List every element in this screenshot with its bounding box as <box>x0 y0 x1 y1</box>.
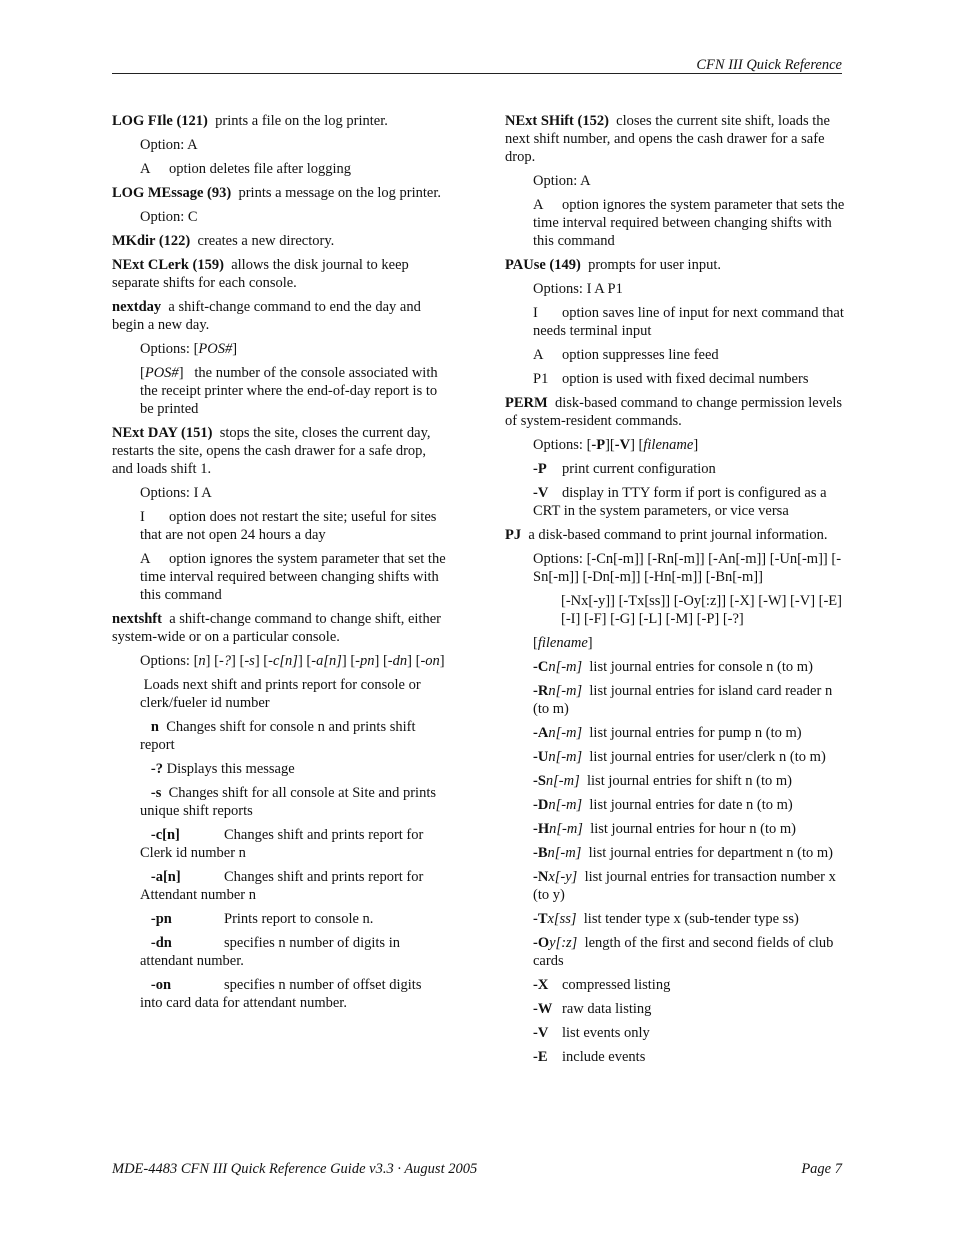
option-desc: compressed listing <box>562 977 671 993</box>
option-arg: -pn <box>355 653 375 669</box>
option-key: A <box>533 347 544 363</box>
option-key: -T <box>533 911 548 927</box>
option-item <box>140 784 448 820</box>
options-text: Options: [ <box>140 341 199 357</box>
option-item <box>140 760 448 778</box>
option-arg: n[-m] <box>547 845 582 861</box>
pj-option-list <box>505 658 845 970</box>
option-key: -U <box>533 749 549 765</box>
option-arg: -a[n] <box>311 653 342 669</box>
options-text: ][ <box>605 437 615 453</box>
option-item <box>140 160 448 178</box>
option-desc: Changes shift and prints report for <box>224 827 424 843</box>
option-item <box>533 484 845 520</box>
options-line: Options: I A <box>140 485 212 501</box>
left-column <box>112 112 448 1018</box>
option-desc: option does not restart the site; useful for sites that are not open 24 hours a day <box>140 509 437 543</box>
running-header: CFN III Quick Reference <box>696 57 842 73</box>
option-desc: option suppresses line feed <box>562 347 719 363</box>
option-arg: -on <box>420 653 440 669</box>
option-desc: list journal entries for department n (to m) <box>588 845 834 861</box>
options-line: Option: A <box>533 173 591 189</box>
option-key: A <box>140 551 151 567</box>
right-column <box>505 112 845 1072</box>
option-item <box>533 196 845 250</box>
option-key: -V <box>533 1025 549 1041</box>
command-desc: disk-based command to change permission levels of system-resident commands. <box>505 395 843 429</box>
entry-log-message <box>112 184 448 202</box>
command-desc: a shift-change command to change shift, either system-wide or on a particular console. <box>112 611 441 645</box>
option-item <box>140 868 448 904</box>
pj-option-item <box>533 658 845 676</box>
option-item <box>140 718 448 754</box>
option-desc: specifies n number of offset digits <box>224 977 422 993</box>
option-desc: list events only <box>562 1025 650 1041</box>
options-text: ] [ <box>630 437 644 453</box>
pj-flag-item <box>533 1048 845 1066</box>
option-arg: n <box>198 653 206 669</box>
option-desc: raw data listing <box>562 1001 652 1017</box>
option-key: -D <box>533 797 549 813</box>
option-item <box>140 976 448 1012</box>
option-key: -dn <box>150 935 172 951</box>
command-name: PAUse (149) <box>505 257 581 273</box>
option-desc: Clerk id number n <box>140 845 246 861</box>
option-arg: POS# <box>144 365 179 381</box>
entry-nextshft <box>112 610 448 646</box>
options-line: Option: C <box>140 209 198 225</box>
option-arg: -dn <box>387 653 408 669</box>
options-text: Options: [ <box>533 437 592 453</box>
entry-mkdir <box>112 232 448 250</box>
option-desc: option saves line of input for next command that needs terminal input <box>533 305 844 339</box>
option-desc: include events <box>562 1049 646 1065</box>
pj-flag-item <box>533 1024 845 1042</box>
option-desc: Changes shift for console n and prints shift report <box>140 719 416 753</box>
entry-next-day <box>112 424 448 478</box>
footer-doc-title: MDE-4483 CFN III Quick Reference Guide v3.3 · August 2005 <box>112 1161 478 1177</box>
pj-option-item <box>533 934 845 970</box>
pj-flag-list <box>505 976 845 1066</box>
option-desc: into card data for attendant number. <box>140 995 347 1011</box>
option-item <box>140 550 448 604</box>
options-line: [filename] <box>533 635 593 651</box>
option-item <box>533 304 845 340</box>
option-arg: n[-m] <box>548 683 583 699</box>
option-arg: n[-m] <box>549 821 583 837</box>
option-key: -V <box>533 485 549 501</box>
option-key: -? <box>150 761 163 777</box>
option-key: -s <box>150 785 162 801</box>
option-desc: list journal entries for transaction number x (to y) <box>533 869 836 903</box>
pj-flag-item <box>533 976 845 994</box>
option-item <box>533 370 845 388</box>
option-key: A <box>533 197 544 213</box>
command-desc: prints a message on the log printer. <box>238 185 442 201</box>
pj-option-item <box>533 682 845 718</box>
entry-pj <box>505 526 845 544</box>
command-desc: prompts for user input. <box>588 257 721 273</box>
option-desc: list journal entries for console n (to m) <box>589 659 813 675</box>
option-desc: option ignores the system parameter that set the time interval required between changing shifts with this command <box>140 551 446 603</box>
option-key: -H <box>533 821 550 837</box>
option-arg: filename <box>537 635 588 651</box>
option-arg: n[-m] <box>545 773 580 789</box>
option-key: -C <box>533 659 549 675</box>
command-name: LOG FIle (121) <box>112 113 208 129</box>
option-desc: Changes shift for all console at Site and prints unique shift reports <box>140 785 437 819</box>
entry-perm <box>505 394 845 430</box>
option-key: -pn <box>150 911 172 927</box>
option-item <box>140 910 448 928</box>
pj-option-item <box>533 844 845 862</box>
pj-option-item <box>533 724 845 742</box>
entry-next-clerk <box>112 256 448 292</box>
command-name: MKdir (122) <box>112 233 191 249</box>
command-name: PERM <box>505 395 548 411</box>
option-key: -X <box>533 977 549 993</box>
option-key: P1 <box>533 371 549 387</box>
option-key: -O <box>533 935 550 951</box>
command-name: NExt CLerk (159) <box>112 257 224 273</box>
option-desc: option is used with fixed decimal numbers <box>562 371 809 387</box>
command-desc: prints a file on the log printer. <box>215 113 388 129</box>
option-desc: display in TTY form if port is configured as a CRT in the system parameters, or vice versa <box>533 485 827 519</box>
option-desc: list journal entries for user/clerk n (to m) <box>589 749 826 765</box>
pj-option-item <box>533 868 845 904</box>
options-text: ] <box>232 341 238 357</box>
pj-option-item <box>533 748 845 766</box>
options-line: Option: A <box>140 137 198 153</box>
option-key: -on <box>150 977 172 993</box>
option-key: -B <box>533 845 548 861</box>
option-key: -A <box>533 725 549 741</box>
option-desc: the number of the console associated with the receipt printer where the end-of-day report is to be printed <box>140 365 438 417</box>
option-desc: Attendant number n <box>140 887 256 903</box>
header-rule <box>112 73 842 74</box>
option-key: -N <box>533 869 549 885</box>
option-arg: n[-m] <box>548 797 583 813</box>
options-line: Options: I A P1 <box>533 281 623 297</box>
option-key: -a[n] <box>150 869 181 885</box>
option-arg: -s <box>244 653 255 669</box>
option-desc: list journal entries for pump n (to m) <box>589 725 802 741</box>
command-name: nextday <box>112 299 162 315</box>
option-key: -W <box>533 1001 553 1017</box>
options-line <box>140 340 448 358</box>
option-arg: n[-m] <box>548 749 583 765</box>
option-desc: attendant number. <box>140 953 244 969</box>
option-desc: option ignores the system parameter that sets the time interval required between changing shifts with this command <box>533 197 845 249</box>
option-key: -c[n] <box>150 827 180 843</box>
options-line: Options: [-Cn[-m]] [-Rn[-m]] [-An[-m]] [-Un[-m]] [-Sn[-m]] [-Dn[-m]] [-Hn[-m]] [-Bn[-m]] <box>533 551 842 585</box>
option-item <box>140 364 448 418</box>
pj-option-item <box>533 796 845 814</box>
command-name: nextshft <box>112 611 162 627</box>
command-name: NExt SHift (152) <box>505 113 609 129</box>
options-line: Options: [n] [-?] [-s] [-c[n]] [-a[n]] [-pn] [-dn] [-on] <box>140 653 445 669</box>
entry-next-shift <box>505 112 845 166</box>
option-key: [ <box>140 365 145 381</box>
option-desc: specifies n number of digits in <box>224 935 400 951</box>
option-item <box>140 934 448 970</box>
option-key: n <box>150 719 159 735</box>
option-key: -E <box>533 1049 548 1065</box>
option-desc: list journal entries for date n (to m) <box>589 797 793 813</box>
pj-option-item <box>533 772 845 790</box>
entry-nextday <box>112 298 448 334</box>
option-key: I <box>533 305 538 321</box>
option-arg: filename <box>643 437 694 453</box>
option-key: -P <box>533 461 547 477</box>
option-arg: x[ss] <box>547 911 577 927</box>
pj-option-item <box>533 820 845 838</box>
option-desc: Prints report to console n. <box>224 911 374 927</box>
pj-flag-item <box>533 1000 845 1018</box>
option-key: -S <box>533 773 546 789</box>
option-arg: -c[n] <box>268 653 298 669</box>
options-text: ] <box>693 437 699 453</box>
option-desc: print current configuration <box>562 461 716 477</box>
usage-text <box>140 676 448 712</box>
command-name: PJ <box>505 527 522 543</box>
option-key: ] <box>178 365 184 381</box>
page-number: Page 7 <box>801 1161 842 1177</box>
option-desc: Displays this message <box>166 761 295 777</box>
entry-pause <box>505 256 845 274</box>
option-item <box>533 346 845 364</box>
option-desc: Changes shift and prints report for <box>224 869 424 885</box>
option-arg: -V <box>614 437 631 453</box>
option-arg: POS# <box>198 341 233 357</box>
command-desc: a disk-based command to print journal information. <box>528 527 828 543</box>
option-key: A <box>140 161 151 177</box>
option-item <box>140 508 448 544</box>
option-arg: x[-y] <box>548 869 578 885</box>
option-desc: length of the first and second fields of club cards <box>533 935 834 969</box>
command-desc: a shift-change command to end the day and begin a new day. <box>112 299 421 333</box>
command-desc: creates a new directory. <box>197 233 335 249</box>
option-key: I <box>140 509 145 525</box>
option-desc: list tender type x (sub-tender type ss) <box>583 911 799 927</box>
options-line <box>533 436 845 454</box>
options-text: Options: [ <box>140 653 199 669</box>
command-name: LOG MEssage (93) <box>112 185 232 201</box>
command-desc: allows the disk journal to keep separate shifts for each console. <box>112 257 409 291</box>
pj-option-item <box>533 910 845 928</box>
options-line: [-Nx[-y]] [-Tx[ss]] [-Oy[:z]] [-X] [-W] [-V] [-E] [-I] [-F] [-G] [-L] [-M] [-P] [-?] <box>561 593 842 627</box>
option-item <box>533 460 845 478</box>
command-desc: stops the site, closes the current day, restarts the site, opens the cash drawer for a safe drop, and loads shift 1. <box>112 425 431 477</box>
option-key: -R <box>533 683 549 699</box>
option-desc: list journal entries for shift n (to m) <box>587 773 792 789</box>
option-desc: Loads next shift and prints report for console or clerk/fueler id number <box>140 677 421 711</box>
command-name: NExt DAY (151) <box>112 425 213 441</box>
command-desc: closes the current site shift, loads the next shift number, and opens the cash drawer for a safe drop. <box>505 113 830 165</box>
option-item <box>140 826 448 862</box>
option-arg: n[-m] <box>548 659 583 675</box>
option-desc: list journal entries for hour n (to m) <box>590 821 796 837</box>
option-arg: -P <box>591 437 606 453</box>
option-desc: option deletes file after logging <box>169 161 352 177</box>
option-arg: n[-m] <box>548 725 583 741</box>
option-arg: y[:z] <box>549 935 578 951</box>
option-arg: -? <box>218 653 232 669</box>
entry-log-file <box>112 112 448 130</box>
option-desc: list journal entries for island card reader n (to m) <box>533 683 833 717</box>
